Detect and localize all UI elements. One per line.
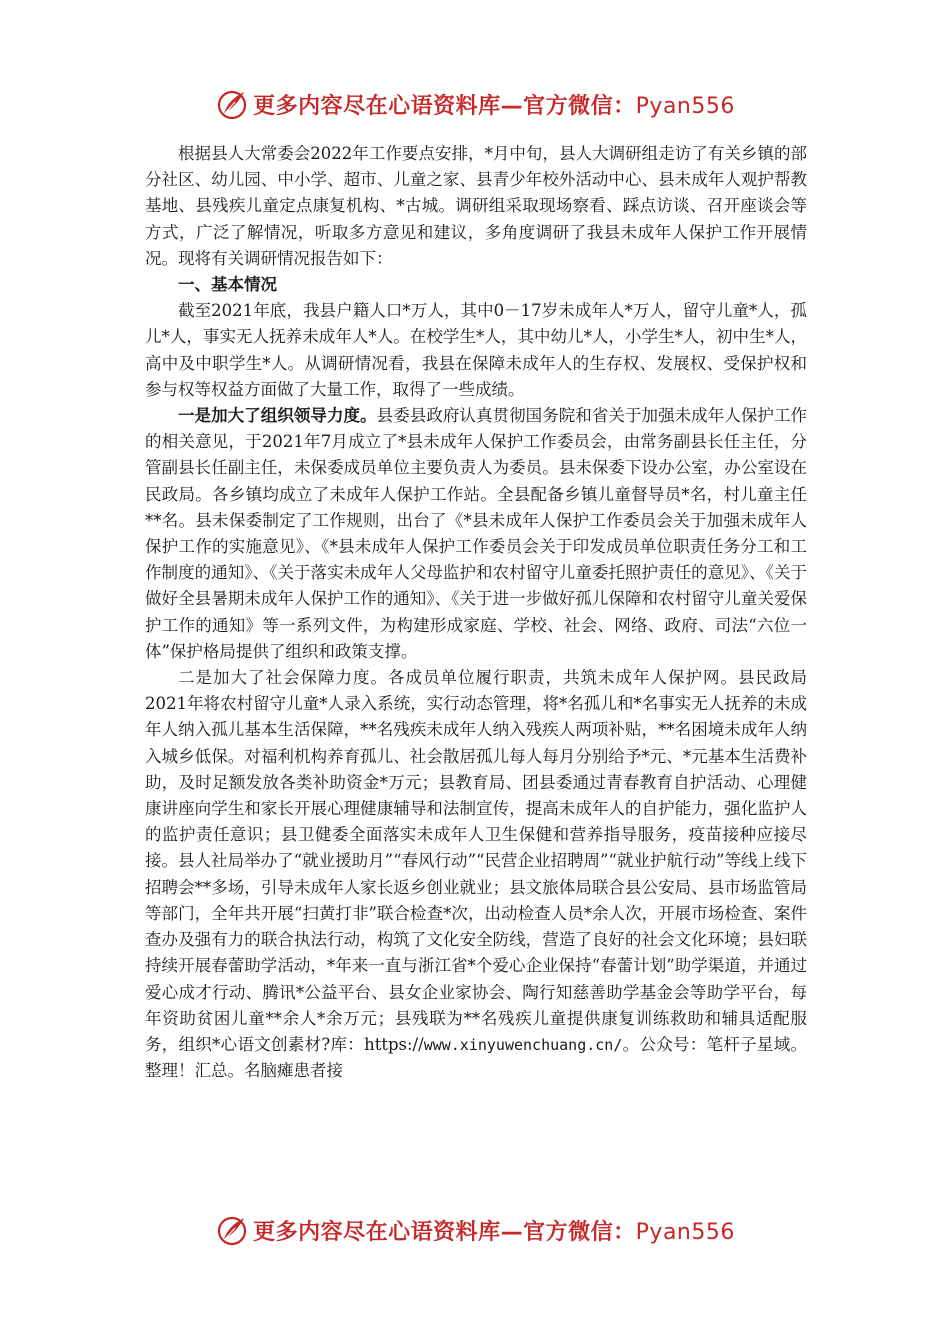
intro-paragraph: 根据县人大常委会2022年工作要点安排，*月中旬，县人大调研组走访了有关乡镇的部分社区、幼儿园、中小学、超市、儿童之家、县青少年校外活动中心、县未成年人观护帮教基地、县残疾儿童定点康复机构、*古城。调研组采取现场察看、踩点访谈、召开座谈会等方式，广泛了解情况，听取多方意见和建议，多角度调研了我县未成年人保护工作开展情况。现将有关调研情况报告如下： (145, 144, 807, 268)
website-url: www.xinyuwenchuang.cn/ (423, 1035, 623, 1054)
watermark-handle: Pyan556 (635, 93, 735, 119)
watermark-banner-bottom (0, 1210, 950, 1250)
point-one-paragraph (145, 403, 807, 665)
point-one-body: 县委县政府认真贯彻国务院和省关于加强未成年人保护工作的相关意见，于2021年7月成立了*县未成年人保护工作委员会，由常务副县长任主任，分管副县长任副主任，未保委成员单位主要负责人为委员。县未保委下设办公室，办公室设在民政局。各乡镇均成立了未成年人保护工作站。全县配备乡镇儿童督导员*名，村儿童主任**名。县未保委制定了工作规则，出台了《*县未成年人保护工作委员会关于加强未成年人保护工作的实施意见》、《*县未成年人保护工作委员会关于印发成员单位职责任务分工和工作制度的通知》、《关于落实未成年人父母监护和农村留守儿童委托照护责任的意见》、《关于做好全县暑期未成年人保护工作的通知》、《关于进一步做好孤儿保障和农村留守儿童关爱保护工作的通知》等一系列文件，为构建形成家庭、学校、社会、网络、政府、司法“六位一体”保护格局提供了组织和政策支撑。 (145, 406, 808, 661)
document-body (145, 141, 807, 1084)
basic-situation-paragraph: 截至2021年底，我县户籍人口*万人，其中0－17岁未成年人*万人，留守儿童*人，孤儿*人，事实无人抚养未成年人*人。在校学生*人，其中幼儿*人，小学生*人，初中生*人，高中及中职学生*人。从调研情况看，我县在保障未成年人的生存权、发展权、受保护权和参与权等权益方面做了大量工作，取得了一些成绩。 (145, 301, 807, 399)
watermark-handle: Pyan556 (635, 1219, 735, 1245)
quill-logo-icon (215, 1213, 249, 1247)
point-two-body: 二是加大了社会保障力度。各成员单位履行职责，共筑未成年人保护网。县民政局2021年将农村留守儿童*人录入系统，实行动态管理，将*名孤儿和*名事实无人抚养的未成年人纳入孤儿基本生活保障，**名残疾未成年人纳入残疾人两项补贴，**名困境未成年人纳入城乡低保。对福利机构养育孤儿、社会散居孤儿每人每月分别给予*元、*元基本生活费补助，及时足额发放各类补助资金*万元；县教育局、团县委通过青春教育自护活动、心理健康讲座向学生和家长开展心理健康辅导和法制宣传，提高未成年人的自护能力，强化监护人的监护责任意识；县卫健委全面落实未成年人卫生保健和营养指导服务，疫苗接种应接尽接。县人社局举办了“就业援助月”“春风行动”“民营企业招聘周”“就业护航行动”等线上线下招聘会**多场，引导未成年人家长返乡创业就业；县文旅体局联合县公安局、县市场监管局等部门，全年共开展“扫黄打非”联合检查*次，出动检查人员*余人次，开展市场检查、案件查办及强有力的联合执法行动，构筑了文化安全防线，营造了良好的社会文化环境；县妇联持续开展春蕾助学活动，*年来一直与浙江省*个爱心企业保持“春蕾计划”助学渠道，并通过爱心成才行动、腾讯*公益平台、县女企业家协会、陶行知慈善助学基金会等助学平台，每年资助贫困儿童**余人*余万元；县残联为**名残疾儿童提供康复训练救助和辅具适配服务，组织*心语文创素材?库：https:// (145, 668, 807, 1054)
watermark-banner-top (0, 84, 950, 124)
watermark-text: 更多内容尽在心语资料库—官方微信：Pyan556 (253, 93, 735, 119)
point-one-lead: 一是加大了组织领导力度。 (178, 406, 377, 426)
quill-logo-icon (215, 87, 249, 121)
point-two-tail: 。公众号：笔杆子星域。整理！汇总。名脑瘫患者接 (145, 1034, 808, 1081)
section-heading-basic-situation: 一、基本情况 (178, 275, 277, 295)
point-two-paragraph (145, 665, 807, 1084)
watermark-text: 更多内容尽在心语资料库—官方微信：Pyan556 (253, 1219, 735, 1245)
